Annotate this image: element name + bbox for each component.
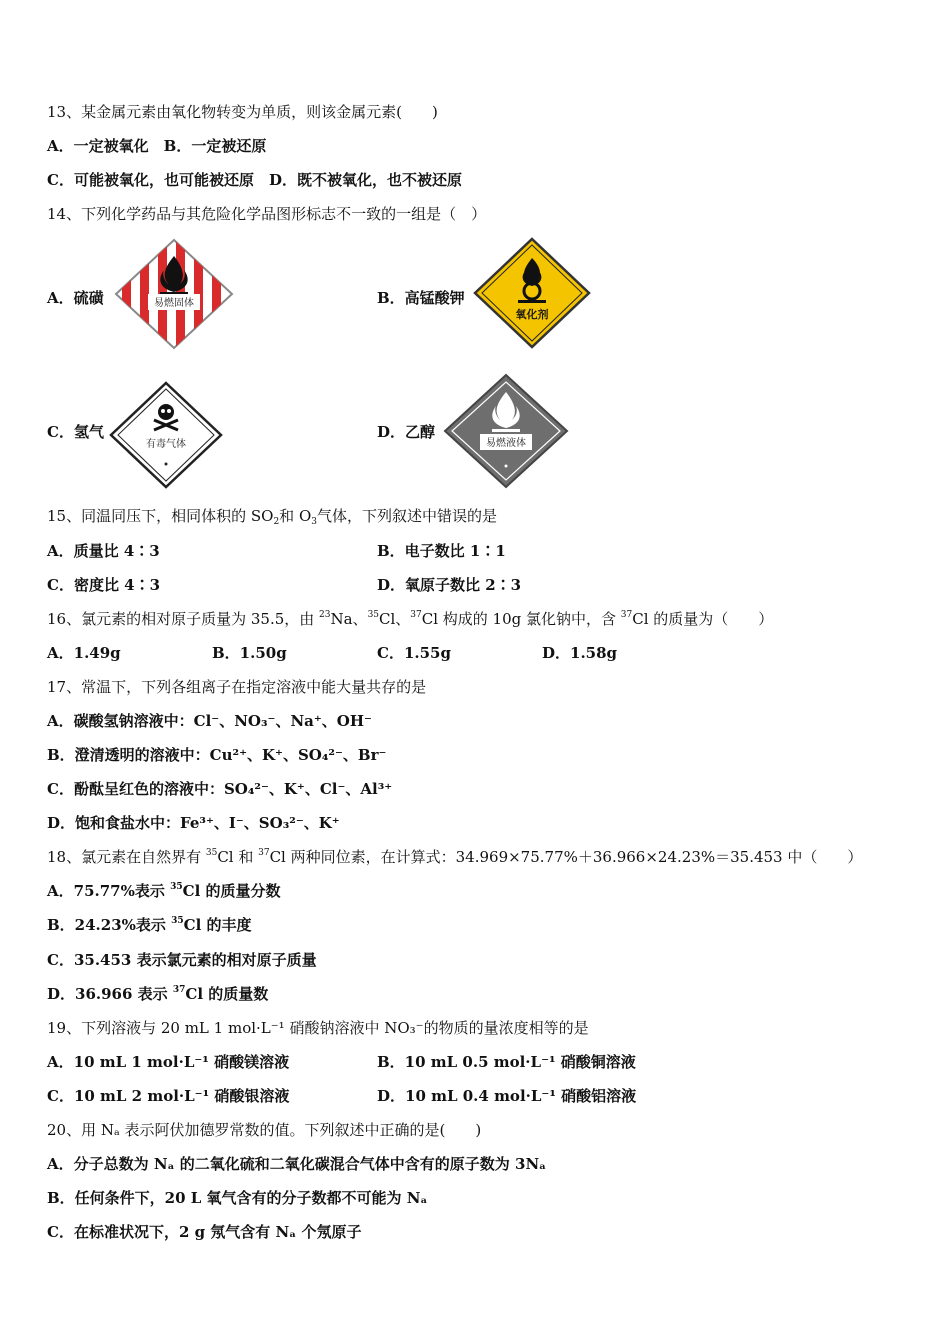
- q18-option-a: A．75.77%表示 $^{35}$Cl 的质量分数: [47, 882, 281, 900]
- q20-stem: 20、用 Nₐ 表示阿伏加德罗常数的值。下列叙述中正确的是( ): [47, 1121, 482, 1139]
- q16-stem: 16、氯元素的相对原子质量为 35.5，由 $^{23}$Na、$^{35}$Cl、$^{37}$Cl 构成的 10g 氯化钠中，含 $^{37}$Cl 的质量为（ ）: [47, 610, 774, 628]
- q15-stem: 15、同温同压下，相同体积的 $SO_2$和 $O_3$气体，下列叙述中错误的是: [47, 507, 497, 527]
- q14-stem: 14、下列化学药品与其危险化学品图形标志不一致的一组是（ ）: [47, 205, 487, 223]
- q15-option-d: D．氧原子数比 2∶3: [377, 576, 522, 594]
- q14-option-b: B．高锰酸钾: [377, 289, 465, 307]
- q15-option-a: A．质量比 4∶3: [47, 542, 160, 560]
- q20-option-c: C．在标准状况下，2 g 氖气含有 Nₐ 个氖原子: [47, 1223, 362, 1241]
- flammable-solid-sign: [112, 238, 236, 350]
- q14-option-d: D．乙醇: [377, 423, 436, 441]
- q17-stem: 17、常温下，下列各组离子在指定溶液中能大量共存的是: [47, 678, 427, 696]
- q16-option-b: B．1.50g: [212, 644, 287, 662]
- q20-option-a: A．分子总数为 Nₐ 的二氧化硫和二氧化碳混合气体中含有的原子数为 3Nₐ: [47, 1155, 547, 1173]
- sign-d-label: 易燃液体: [486, 438, 526, 449]
- sign-b-label: 氧化剂: [515, 308, 549, 321]
- flammable-liquid-sign: [442, 372, 570, 490]
- q19-option-a: A．10 mL 1 mol·L⁻¹ 硝酸镁溶液: [47, 1053, 290, 1071]
- q19-option-d: D．10 mL 0.4 mol·L⁻¹ 硝酸铝溶液: [377, 1087, 637, 1105]
- q17-option-c: C．酚酞呈红色的溶液中：SO₄²⁻、K⁺、Cl⁻、Al³⁺: [47, 780, 393, 798]
- q17-option-a: A．碳酸氢钠溶液中：Cl⁻、NO₃⁻、Na⁺、OH⁻: [47, 712, 372, 730]
- q15-option-b: B．电子数比 1∶1: [377, 542, 506, 560]
- q16-option-c: C．1.55g: [377, 644, 451, 662]
- sign-a-label: 易燃固体: [154, 298, 194, 309]
- q19-option-c: C．10 mL 2 mol·L⁻¹ 硝酸银溶液: [47, 1087, 290, 1105]
- oxidizer-sign: [472, 236, 592, 350]
- q17-option-b: B．澄清透明的溶液中：Cu²⁺、K⁺、SO₄²⁻、Br⁻: [47, 746, 387, 764]
- q15-option-c: C．密度比 4∶3: [47, 576, 161, 594]
- q18-option-c: C．35.453 表示氯元素的相对原子质量: [47, 951, 317, 969]
- q14-option-a: A．硫磺: [47, 289, 104, 307]
- q16-option-a: A．1.49g: [47, 644, 121, 662]
- q19-stem: 19、下列溶液与 20 mL 1 mol·L⁻¹ 硝酸钠溶液中 NO₃⁻的物质的量浓度相等的是: [47, 1019, 589, 1037]
- q17-option-d: D．饱和食盐水中：Fe³⁺、I⁻、SO₃²⁻、K⁺: [47, 814, 340, 832]
- q19-option-b: B．10 mL 0.5 mol·L⁻¹ 硝酸铜溶液: [377, 1053, 636, 1071]
- toxic-gas-sign: [108, 380, 224, 490]
- q20-option-b: B．任何条件下，20 L 氧气含有的分子数都不可能为 Nₐ: [47, 1189, 428, 1207]
- q14-option-c: C．氢气: [47, 423, 104, 441]
- q18-stem: 18、氯元素在自然界有 $^{35}$Cl 和 $^{37}$Cl 两种同位素，在计算式：34.969×75.77%＋36.966×24.23%＝35.453 中（ ）: [47, 848, 863, 866]
- q13-stem: 13、某金属元素由氧化物转变为单质，则该金属元素( ): [47, 103, 438, 121]
- q18-option-b: B．24.23%表示 $^{35}$Cl 的丰度: [47, 916, 252, 934]
- q13-options-ab: A．一定被氧化 B．一定被还原: [47, 137, 267, 155]
- q16-option-d: D．1.58g: [542, 644, 618, 662]
- sign-c-label: 有毒气体: [146, 439, 186, 450]
- q18-option-d: D．36.966 表示 $^{37}$Cl 的质量数: [47, 985, 269, 1003]
- q13-options-cd: C．可能被氧化，也可能被还原 D．既不被氧化，也不被还原: [47, 171, 462, 189]
